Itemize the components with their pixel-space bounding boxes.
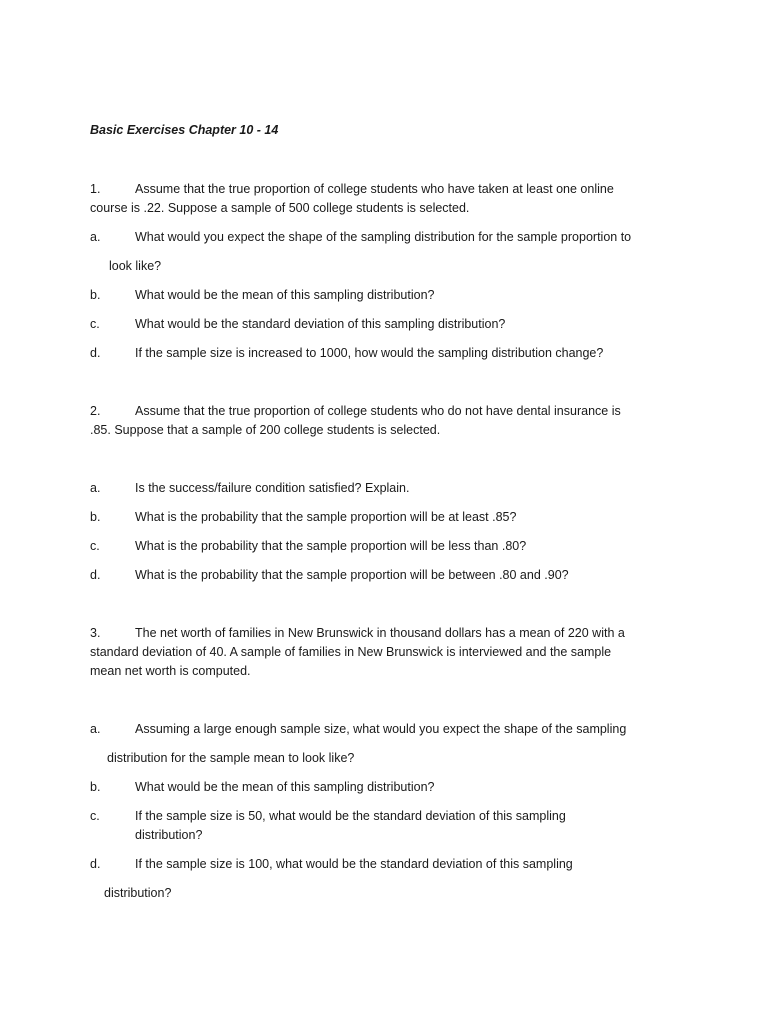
- q3d-text-line1: If the sample size is 100, what would be the standard deviation of this sampling: [135, 857, 573, 871]
- q1c-label: c.: [90, 317, 100, 331]
- q3-text-line3: mean net worth is computed.: [90, 664, 251, 678]
- q2-text-line2: .85. Suppose that a sample of 200 college students is selected.: [90, 423, 441, 437]
- q3c-label: c.: [90, 809, 100, 823]
- q1-text-line1: Assume that the true proportion of college students who have taken at least one online: [135, 182, 614, 196]
- q3c-text-line2: distribution?: [135, 828, 203, 842]
- q1b-label: b.: [90, 288, 101, 302]
- q3d-text-line2: distribution?: [104, 886, 172, 900]
- q2-number: 2.: [90, 404, 101, 418]
- q3d-label: d.: [90, 857, 101, 871]
- q2a-label: a.: [90, 481, 101, 495]
- q2b-text: What is the probability that the sample proportion will be at least .85?: [135, 510, 517, 524]
- document-title: Basic Exercises Chapter 10 - 14: [90, 123, 279, 137]
- q1b-text: What would be the mean of this sampling distribution?: [135, 288, 435, 302]
- q3a-text-line2: distribution for the sample mean to look like?: [107, 751, 355, 765]
- q2c-label: c.: [90, 539, 100, 553]
- q3a-text-line1: Assuming a large enough sample size, what would you expect the shape of the sampling: [135, 722, 627, 736]
- q3-number: 3.: [90, 626, 101, 640]
- q3b-text: What would be the mean of this sampling distribution?: [135, 780, 435, 794]
- q1a-text-line1: What would you expect the shape of the sampling distribution for the sample proportion to: [135, 230, 632, 244]
- q2d-text: What is the probability that the sample proportion will be between .80 and .90?: [135, 568, 569, 582]
- q3c-text-line1: If the sample size is 50, what would be the standard deviation of this sampling: [135, 809, 566, 823]
- q2b-label: b.: [90, 510, 101, 524]
- q2-text-line1: Assume that the true proportion of college students who do not have dental insurance is: [135, 404, 621, 418]
- q1a-label: a.: [90, 230, 101, 244]
- q1-text-line2: course is .22. Suppose a sample of 500 college students is selected.: [90, 201, 470, 215]
- q1d-label: d.: [90, 346, 101, 360]
- q3-text-line2: standard deviation of 40. A sample of families in New Brunswick is interviewed and the sample: [90, 645, 612, 659]
- q3b-label: b.: [90, 780, 101, 794]
- q1d-text: If the sample size is increased to 1000, how would the sampling distribution change?: [135, 346, 604, 360]
- q3-text-line1: The net worth of families in New Brunswick in thousand dollars has a mean of 220 with a: [135, 626, 625, 640]
- q2d-label: d.: [90, 568, 101, 582]
- q3a-label: a.: [90, 722, 101, 736]
- q1-number: 1.: [90, 182, 101, 196]
- q1a-text-line2: look like?: [109, 259, 162, 273]
- q2c-text: What is the probability that the sample proportion will be less than .80?: [135, 539, 527, 553]
- q1c-text: What would be the standard deviation of this sampling distribution?: [135, 317, 506, 331]
- q2a-text: Is the success/failure condition satisfied? Explain.: [135, 481, 410, 495]
